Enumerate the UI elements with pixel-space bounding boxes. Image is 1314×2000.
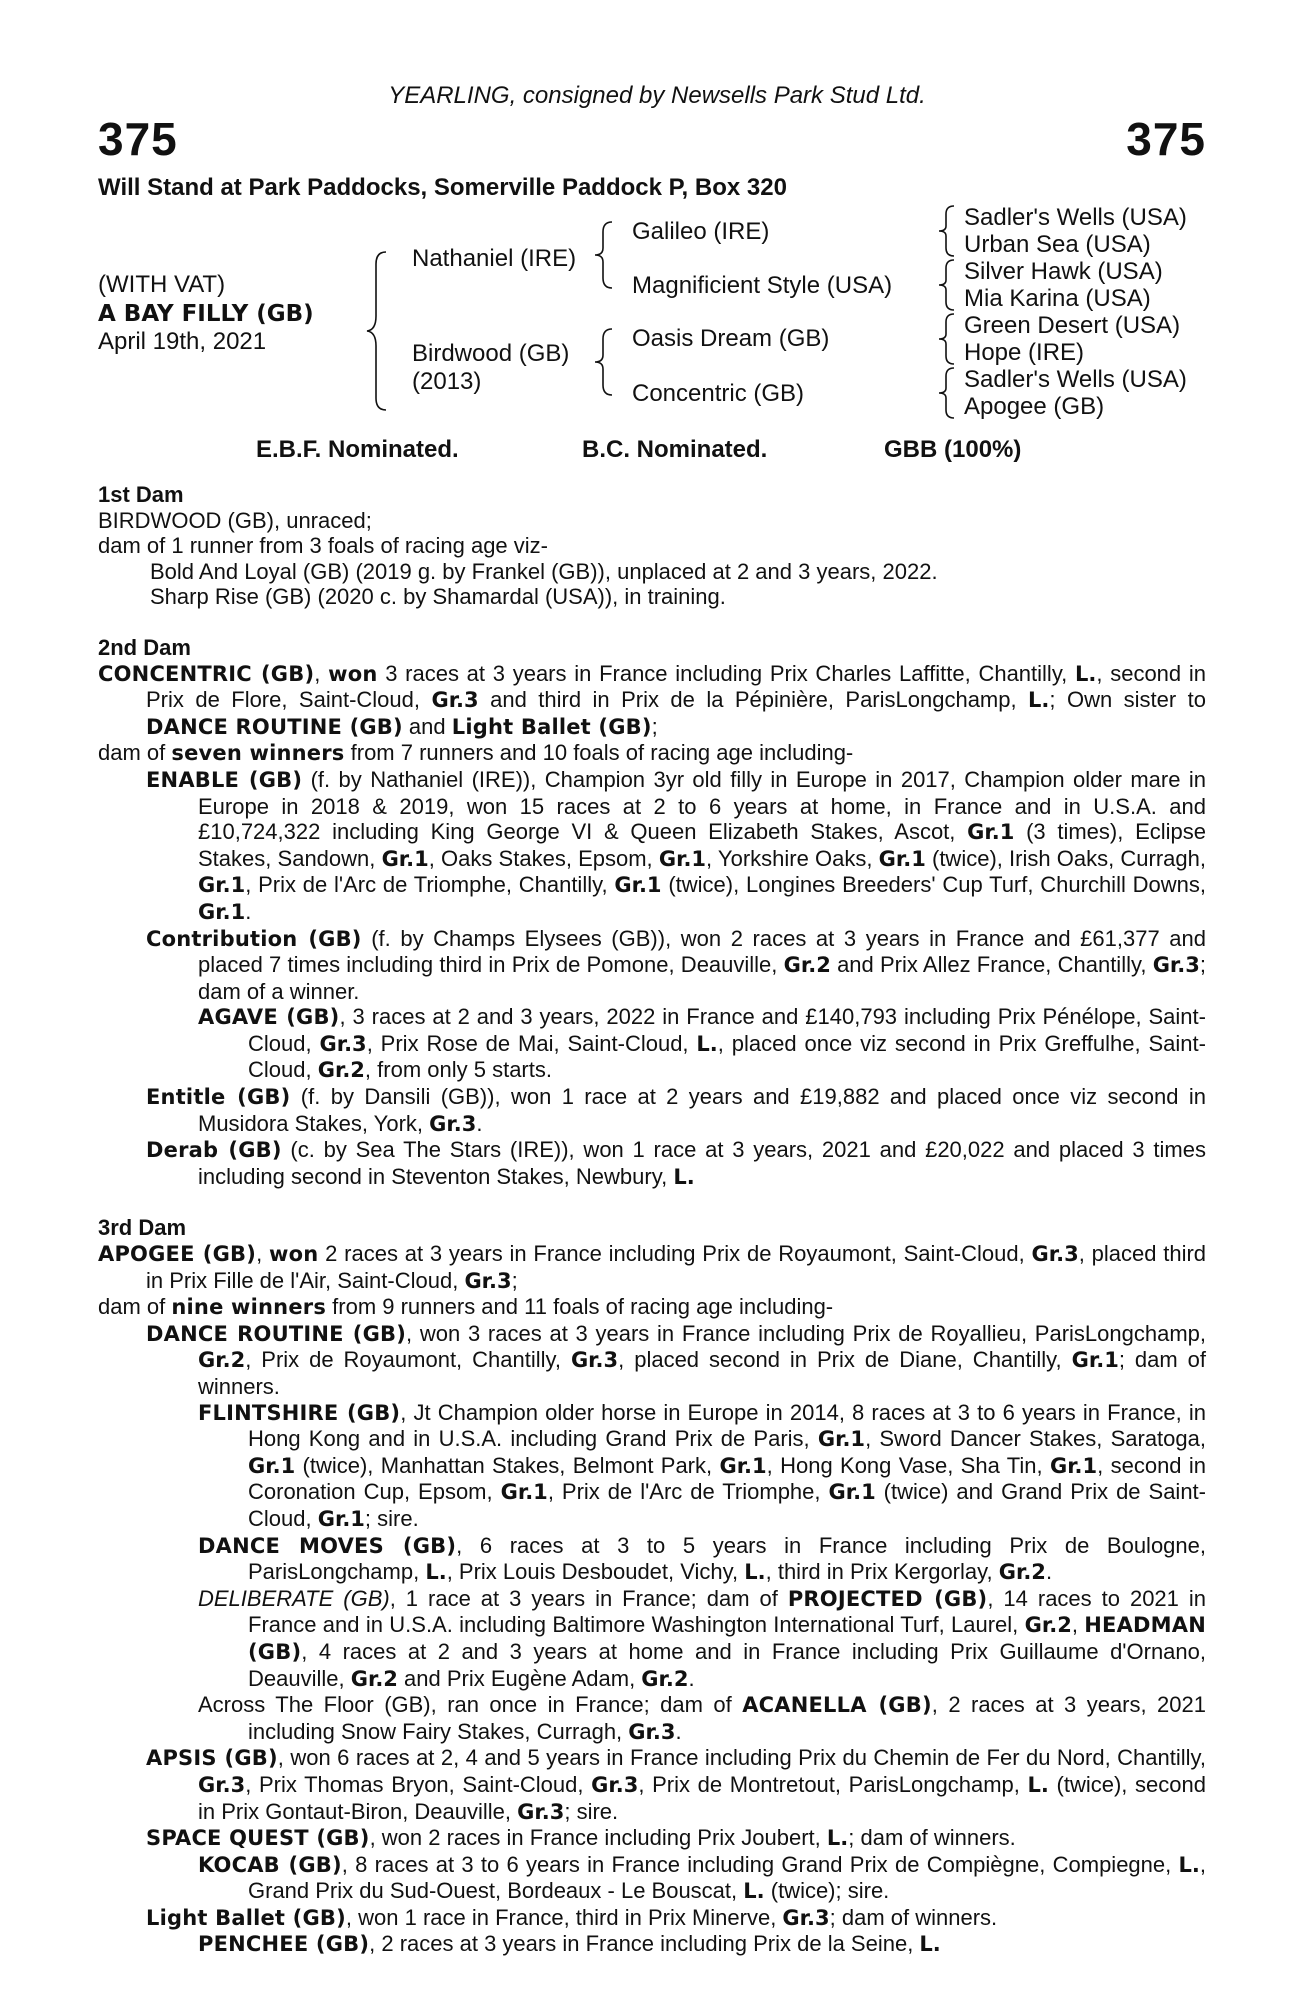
entry-text: ; dam of winners. [848, 1825, 1016, 1851]
dam-name: Birdwood (GB) [412, 340, 570, 367]
entry-text: , 2 races at 3 years in France including Prix de la Seine, [369, 1931, 920, 1957]
horse-highlight: SPACE QUEST (GB) [146, 1826, 370, 1851]
entry-text: and Prix Allez France, Chantilly, [830, 952, 1153, 978]
race-grade: Gr.1 [248, 1453, 296, 1478]
section-heading: 2nd Dam [98, 634, 191, 660]
produce-entry [98, 661, 1206, 741]
entry-text: dam of [98, 740, 172, 766]
race-grade: Gr.3 [517, 1799, 565, 1824]
grandsire-3: Green Desert (USA) [964, 312, 1181, 339]
brace-sire [592, 220, 618, 290]
race-grade: Gr.1 [500, 1480, 548, 1505]
horse-highlight: KOCAB (GB) [198, 1852, 342, 1877]
race-grade: Gr.1 [614, 873, 662, 898]
section-gap [98, 1190, 1206, 1215]
race-grade: Gr.3 [570, 1348, 619, 1373]
grandsire-2: Silver Hawk (USA) [964, 258, 1163, 285]
race-grade: Gr.3 [198, 1772, 246, 1797]
entry-text: ; dam of winners. [198, 1347, 1207, 1399]
produce-entry [98, 1241, 1206, 1294]
brace-g4 [936, 366, 958, 420]
race-grade: Gr.1 [381, 846, 429, 871]
entry-text: , Hong Kong Vase, Sha Tin, [766, 1452, 1050, 1478]
produce-entry [98, 533, 1206, 559]
entry-text: ; dam of a winner. [198, 952, 1207, 1004]
lot-number-right: 375 [1126, 113, 1206, 165]
dam-year: (2013) [412, 368, 482, 395]
race-grade: Gr.3 [1152, 953, 1200, 978]
granddam-3: Hope (IRE) [964, 339, 1085, 366]
horse-highlight: CONCENTRIC (GB) [98, 661, 315, 686]
entry-text: and third in Prix de la Pépinière, ParisLongchamp, [478, 687, 1029, 713]
horse-highlight: APSIS (GB) [146, 1746, 278, 1771]
brace-main [364, 250, 394, 412]
entry-text: from 9 runners and 11 foals of racing age including- [326, 1294, 834, 1320]
entry-text: Bold And Loyal (GB) (2019 g. by Frankel (GB)), unplaced at 2 and 3 years, 2022. [150, 558, 938, 584]
entry-text: , 6 races at 3 to 5 years in France including Prix de Boulogne, ParisLongchamp, [248, 1532, 1206, 1585]
produce-entry [98, 1137, 1206, 1190]
produce-record [98, 482, 1206, 1958]
entry-text: , Sword Dancer Stakes, Saratoga, [865, 1426, 1206, 1452]
grandsire-1: Sadler's Wells (USA) [964, 204, 1187, 231]
horse-highlight: ACANELLA (GB) [742, 1693, 932, 1718]
produce-entry [98, 1745, 1206, 1825]
entry-text: ; sire. [564, 1798, 619, 1824]
race-grade: L. [673, 1164, 695, 1189]
produce-entry [98, 1321, 1206, 1400]
produce-entry [98, 767, 1206, 926]
entry-text: , won 2 races in France including Prix Joubert, [369, 1825, 827, 1851]
entry-text: , 2 races at 3 years, 2021 including Snow Fairy Stakes, Curragh, [248, 1692, 1207, 1744]
entry-text: Across The Floor (GB), ran once in France; dam of [198, 1692, 743, 1718]
entry-text: (c. by Sea The Stars (IRE)), won 1 race at 3 years, 2021 and £20,022 and placed 3 times including second in Steventon Stakes, Newbury, [198, 1137, 1206, 1189]
entry-text: , 3 races at 2 and 3 years, 2022 in France and £140,793 including Prix Pénélope, Saint-Cloud, [248, 1004, 1206, 1056]
race-grade: Gr.3 [628, 1719, 676, 1744]
race-grade: Gr.2 [198, 1348, 246, 1373]
race-grade: L. [1075, 661, 1097, 686]
ebf-nomination: E.B.F. Nominated. [256, 436, 459, 463]
produce-entry [98, 559, 1206, 585]
entry-text: , 1 race at 3 years in France; dam of [389, 1585, 788, 1611]
race-grade: Gr.3 [1031, 1242, 1079, 1267]
race-grade: L. [826, 1826, 849, 1851]
entry-text: (f. by Dansili (GB)), won 1 race at 2 years and £19,882 and placed once viz second in Musidora Stakes, York, [198, 1084, 1206, 1136]
race-grade: Gr.1 [828, 1480, 876, 1505]
entry-text: , Prix Louis Desboudet, Vichy, [446, 1559, 745, 1585]
race-grade: Gr.2 [317, 1058, 365, 1083]
horse-highlight: Contribution (GB) [146, 926, 362, 951]
race-grade: L. [1178, 1852, 1200, 1877]
entry-text: , [314, 660, 329, 686]
race-grade: Gr.1 [317, 1506, 365, 1531]
entry-text: (3 times), Eclipse Stakes, Sandown, [198, 819, 1206, 871]
race-grade: Gr.1 [878, 846, 926, 871]
granddam-1: Urban Sea (USA) [964, 231, 1151, 258]
entry-text: (twice) and Grand Prix de Saint-Cloud, [248, 1479, 1206, 1531]
race-grade: L. [743, 1879, 765, 1904]
race-grade: Gr.1 [817, 1427, 866, 1452]
horse-highlight: won [268, 1242, 319, 1267]
horse-highlight: won [328, 661, 378, 686]
entry-text: , Prix de l'Arc de Triomphe, Chantilly, [245, 872, 615, 898]
horse-highlight: PENCHEE (GB) [198, 1932, 370, 1957]
race-grade: Gr.1 [658, 846, 707, 871]
produce-entry [98, 1931, 1206, 1958]
race-grade: L. [919, 1932, 941, 1957]
entry-text: (f. by Champs Elysees (GB)), won 2 races at 3 years in France and £61,377 and placed 7 times including third in Prix de Pomone, Deauville, [198, 925, 1206, 978]
entry-text: , Prix de Montretout, ParisLongchamp, [638, 1771, 1028, 1797]
horse-highlight: nine winners [171, 1295, 327, 1320]
section-heading: 1st Dam [98, 482, 184, 507]
race-grade: L. [1027, 1772, 1049, 1797]
produce-entry [98, 1586, 1206, 1692]
race-grade: Gr.3 [782, 1905, 830, 1930]
entry-text: . [675, 1718, 682, 1744]
entry-text: , [256, 1241, 269, 1267]
race-grade: Gr.1 [1049, 1453, 1098, 1478]
entry-text: . [245, 898, 252, 924]
horse-highlight: seven winners [171, 741, 345, 766]
produce-entry [98, 1004, 1206, 1084]
entry-text: , won 6 races at 2, 4 and 5 years in France including Prix du Chemin de Fer du Nord, Chantilly, [277, 1745, 1206, 1771]
horse-highlight: APOGEE (GB) [98, 1242, 257, 1267]
horse-highlight: Light Ballet (GB) [146, 1905, 346, 1930]
race-grade: L. [696, 1031, 718, 1056]
race-grade: L. [744, 1560, 766, 1585]
produce-entry [98, 1825, 1206, 1852]
race-grade: L. [1028, 688, 1050, 713]
entry-text: , third in Prix Kergorlay, [765, 1559, 999, 1585]
section-heading: 3rd Dam [98, 1215, 187, 1241]
entry-text: , from only 5 starts. [364, 1057, 552, 1083]
entry-text: ; Own sister to [1049, 687, 1206, 713]
granddam-4: Apogee (GB) [964, 393, 1105, 420]
entry-text: , Grand Prix du Sud-Ouest, Bordeaux - Le Bouscat, [248, 1851, 1207, 1904]
horse-highlight: AGAVE (GB) [198, 1005, 340, 1030]
foaling-date: April 19th, 2021 [98, 328, 267, 355]
entry-text: , won 3 races at 3 years in France including Prix de Royallieu, ParisLongchamp, [406, 1320, 1206, 1346]
produce-entry [98, 1294, 1206, 1321]
entry-text: , Prix de l'Arc de Triomphe, [547, 1479, 829, 1505]
entry-text: 2 races at 3 years in France including Prix de Royaumont, Saint-Cloud, [318, 1241, 1032, 1267]
entry-text: , Yorkshire Oaks, [706, 845, 879, 871]
entry-text: , placed third in Prix Fille de l'Air, Saint-Cloud, [146, 1241, 1207, 1293]
horse-highlight: ENABLE (GB) [146, 767, 303, 792]
race-grade: Gr.1 [719, 1453, 767, 1478]
produce-entry [98, 584, 1206, 610]
dam-sire: Oasis Dream (GB) [632, 325, 830, 352]
entry-text: DELIBERATE (GB) [198, 1585, 390, 1611]
entry-text: (f. by Nathaniel (IRE)), Champion 3yr old filly in Europe in 2017, Champion older mare in Europe in 2018 & 2019, won 15 races at 2 to 6 years at home, in France and in U.S.A. and £10,724,322 including King George VI & Queen Elizabeth Stakes, Ascot, [198, 766, 1206, 845]
sire-sire: Galileo (IRE) [632, 218, 770, 245]
entry-text: , placed once viz second in Prix Greffulhe, Saint-Cloud, [248, 1030, 1206, 1083]
entry-text: , Oaks Stakes, Epsom, [428, 845, 659, 871]
stabling-location: Will Stand at Park Paddocks, Somerville Paddock P, Box 320 [98, 174, 787, 201]
entry-text: dam of [98, 1294, 172, 1320]
race-grade: Gr.1 [198, 873, 246, 898]
entry-text: (twice), Irish Oaks, Curragh, [925, 845, 1206, 871]
entry-text: , 8 races at 3 to 6 years in France including Grand Prix de Compiègne, Compiegne, [341, 1851, 1179, 1877]
produce-entry [98, 1533, 1206, 1586]
entry-text: , Prix de Royaumont, Chantilly, [245, 1347, 571, 1373]
race-grade: Gr.1 [198, 899, 246, 924]
entry-text: , [1071, 1612, 1085, 1638]
race-grade: Gr.3 [429, 1111, 477, 1136]
consignor-line: YEARLING, consigned by Newsells Park Stud Ltd. [388, 82, 926, 109]
race-grade: Gr.1 [1071, 1348, 1119, 1373]
race-grade: Gr.2 [350, 1666, 398, 1691]
horse-highlight: FLINTSHIRE (GB) [198, 1400, 401, 1425]
entry-text: (twice); sire. [764, 1878, 890, 1904]
lot-number-left: 375 [98, 113, 178, 165]
race-grade: Gr.3 [591, 1772, 639, 1797]
race-grade: Gr.3 [464, 1268, 512, 1293]
race-grade: Gr.2 [1024, 1613, 1072, 1638]
produce-entry [98, 1084, 1206, 1137]
produce-entry [98, 508, 1206, 534]
entry-text: , second in Prix de Flore, Saint-Cloud, [146, 660, 1206, 713]
dam-dam: Concentric (GB) [632, 380, 805, 407]
grandsire-4: Sadler's Wells (USA) [964, 366, 1187, 393]
bc-nomination: B.C. Nominated. [582, 436, 768, 463]
entry-text: . [1045, 1559, 1053, 1585]
produce-entry [98, 740, 1206, 767]
horse-highlight: DANCE ROUTINE (GB) [146, 714, 403, 739]
race-grade: Gr.2 [641, 1666, 689, 1691]
brace-g3 [936, 312, 958, 366]
horse-highlight: HEADMAN (GB) [248, 1613, 1207, 1664]
entry-text: dam of 1 runner from 3 foals of racing age viz- [98, 533, 548, 559]
entry-text: ; sire. [364, 1505, 419, 1531]
produce-entry [98, 1400, 1206, 1533]
entry-text: Sharp Rise (GB) (2020 c. by Shamardal (USA)), in training. [150, 584, 726, 610]
granddam-2: Mia Karina (USA) [964, 285, 1151, 312]
entry-text: , placed second in Prix de Diane, Chantilly, [618, 1347, 1072, 1373]
entry-text: , 14 races to 2021 in France and in U.S.A. including Baltimore Washington International Turf, Laurel, [248, 1585, 1207, 1638]
entry-text: ; dam of winners. [829, 1904, 998, 1930]
horse-highlight: Derab (GB) [146, 1138, 282, 1163]
entry-text: , won 1 race in France, third in Prix Minerve, [345, 1904, 783, 1930]
sire: Nathaniel (IRE) [412, 245, 577, 272]
entry-text: , 4 races at 2 and 3 years at home and in France including Prix Guillaume d'Ornano, Deauville, [248, 1638, 1206, 1691]
produce-entry [98, 1692, 1206, 1745]
sire-dam: Magnificient Style (USA) [632, 272, 893, 299]
produce-entry [98, 926, 1206, 1005]
brace-dam [592, 327, 618, 397]
entry-text: (twice), Longines Breeders' Cup Turf, Churchill Downs, [661, 872, 1206, 898]
entry-text: ; [511, 1267, 518, 1293]
brace-g2 [936, 258, 958, 312]
horse-name: A BAY FILLY (GB) [98, 301, 314, 327]
entry-text: , second in Coronation Cup, Epsom, [248, 1452, 1206, 1505]
vat-note: (WITH VAT) [98, 271, 226, 298]
gbb-rating: GBB (100%) [884, 436, 1022, 463]
entry-text: and Prix Eugène Adam, [397, 1665, 642, 1691]
produce-entry [98, 1852, 1206, 1905]
entry-text: (twice), second in Prix Gontaut-Biron, Deauville, [198, 1771, 1206, 1824]
entry-text: ; [651, 713, 658, 739]
entry-text: (twice), Manhattan Stakes, Belmont Park, [295, 1452, 720, 1478]
entry-text: 3 races at 3 years in France including Prix Charles Laffitte, Chantilly, [377, 660, 1076, 686]
race-grade: Gr.3 [431, 688, 479, 713]
entry-text: , Jt Champion older horse in Europe in 2014, 8 races at 3 to 6 years in France, in Hong Kong and in U.S.A. including Grand Prix de Paris, [248, 1399, 1206, 1452]
race-grade: Gr.1 [967, 820, 1015, 845]
horse-highlight: DANCE MOVES (GB) [198, 1533, 457, 1558]
entry-text: , Prix Thomas Bryon, Saint-Cloud, [245, 1771, 592, 1797]
entry-text: BIRDWOOD (GB), unraced; [98, 507, 372, 533]
entry-text: . [688, 1665, 695, 1691]
entry-text: , Prix Rose de Mai, Saint-Cloud, [366, 1030, 697, 1056]
produce-entry [98, 1905, 1206, 1932]
section-gap [98, 610, 1206, 635]
race-grade: Gr.3 [319, 1031, 367, 1056]
entry-text: and [402, 713, 452, 739]
horse-highlight: Light Ballet (GB) [451, 714, 652, 739]
brace-g1 [936, 204, 958, 258]
race-grade: Gr.2 [998, 1560, 1046, 1585]
race-grade: Gr.2 [783, 953, 831, 978]
horse-highlight: PROJECTED (GB) [787, 1586, 988, 1611]
entry-text: . [476, 1110, 483, 1136]
horse-highlight: DANCE ROUTINE (GB) [146, 1321, 407, 1346]
horse-highlight: Entitle (GB) [146, 1085, 291, 1110]
race-grade: L. [425, 1560, 447, 1585]
entry-text: from 7 runners and 10 foals of racing age including- [344, 740, 854, 766]
